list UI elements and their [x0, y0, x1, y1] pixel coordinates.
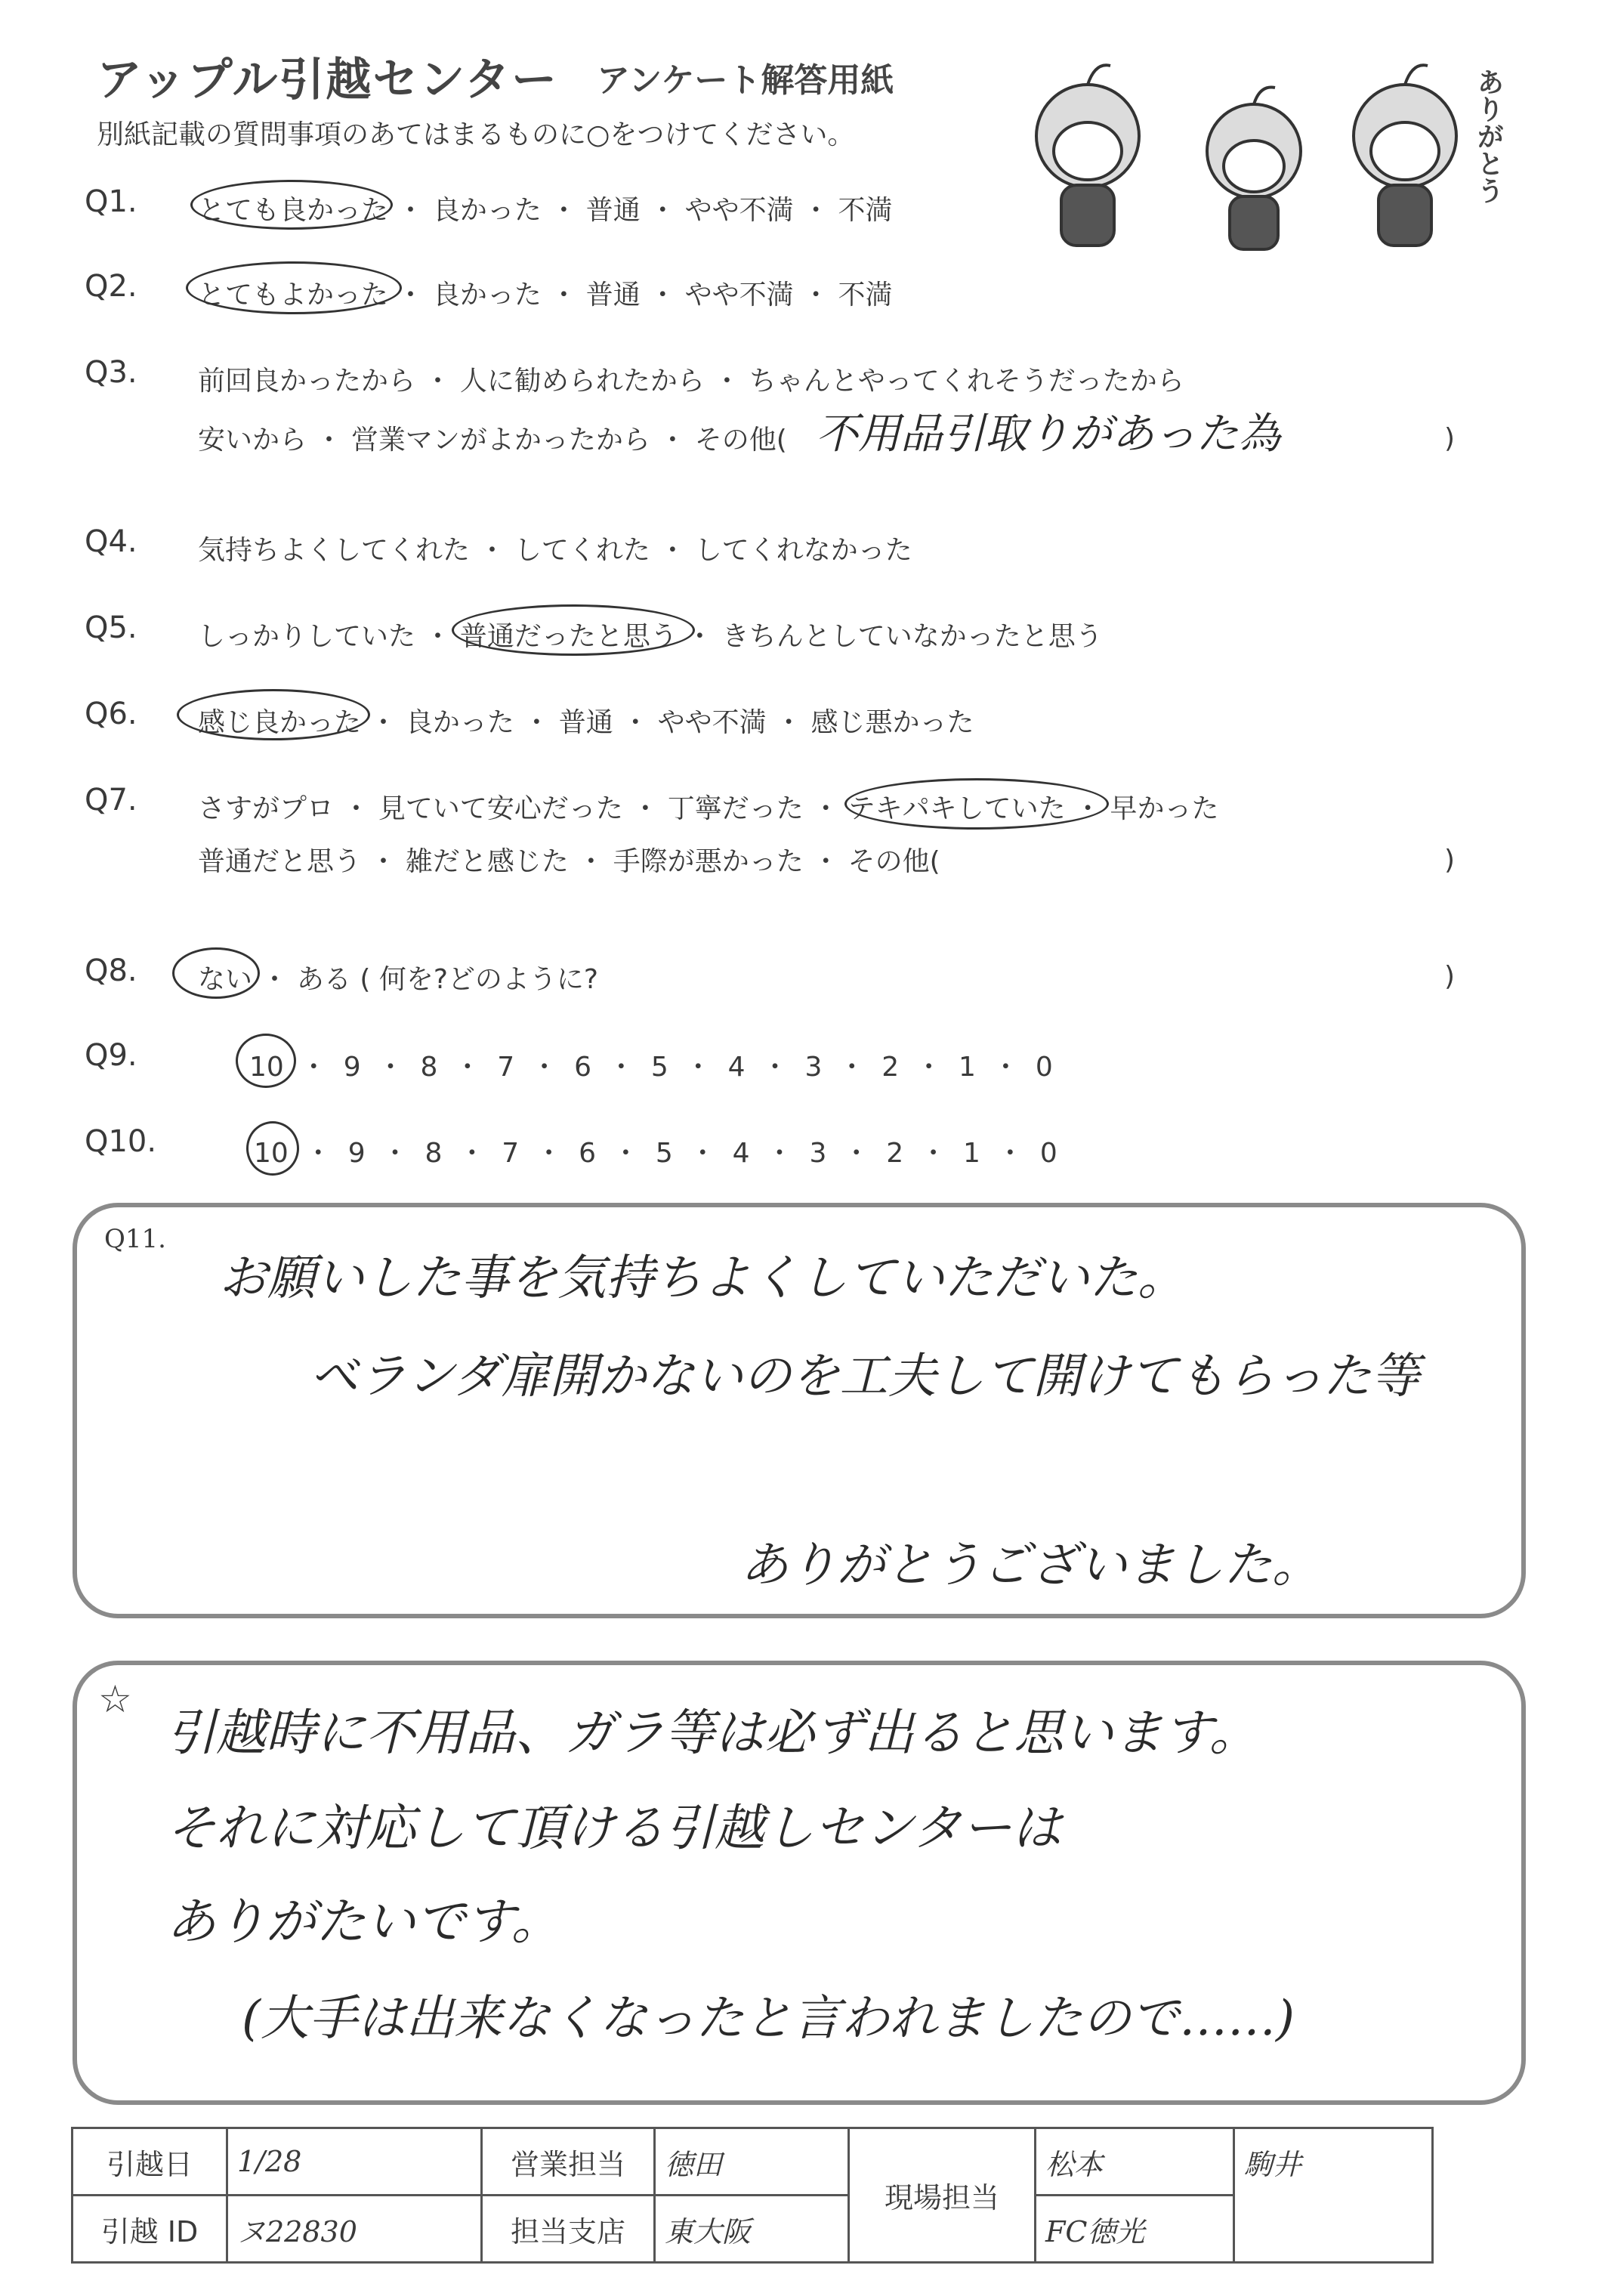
- q11-line-3: ありがとうございました。: [740, 1537, 1320, 1593]
- q3-label: Q3.: [85, 355, 137, 390]
- q8-label: Q8.: [85, 953, 137, 988]
- q2-answer-circle: [186, 261, 402, 314]
- q2-options: とてもよかった ・ 良かった ・ 普通 ・ やや不満 ・ 不満: [198, 280, 893, 311]
- move-date-label: 引越日: [73, 2128, 227, 2196]
- q4-options: 気持ちよくしてくれた ・ してくれた ・ してくれなかった: [198, 535, 912, 566]
- q5-answer-circle: [452, 604, 695, 656]
- star-line-2: それに対応して頂ける引越しセンターは: [166, 1799, 1062, 1857]
- q7-options-line2: 普通だと思う ・ 雑だと感じた ・ 手際が悪かった ・ その他(: [198, 846, 940, 877]
- q7-close-paren: ): [1444, 845, 1456, 876]
- q4-label: Q4.: [85, 524, 137, 559]
- q9-options: 10 ・ 9 ・ 8 ・ 7 ・ 6 ・ 5 ・ 4 ・ 3 ・ 2 ・ 1 ・ 0: [249, 1052, 1053, 1083]
- star-line-3: ありがたいです。: [166, 1893, 561, 1951]
- sales-label: 営業担当: [482, 2128, 655, 2196]
- q6-answer-circle: [177, 689, 370, 740]
- star-icon: ☆: [98, 1677, 132, 1721]
- q8-answer-circle: [172, 947, 260, 999]
- q2-label: Q2.: [85, 269, 137, 304]
- q8-close-paren: ): [1444, 961, 1456, 992]
- move-id-label: 引越 ID: [73, 2196, 227, 2263]
- branch-value: 東大阪: [655, 2196, 849, 2263]
- company-title: アップル引越センター: [97, 54, 558, 107]
- q10-options: 10 ・ 9 ・ 8 ・ 7 ・ 6 ・ 5 ・ 4 ・ 3 ・ 2 ・ 1 ・ 0: [254, 1138, 1057, 1169]
- site-staff-3: 駒井: [1234, 2128, 1433, 2263]
- q11-line-1: お願いした事を気持ちよくしていただいた。: [219, 1250, 1186, 1306]
- q3-handwritten-other: 不用品引取りがあった為: [816, 409, 1281, 459]
- q3-options-line1: 前回良かったから ・ 人に勧められたから ・ ちゃんとやってくれそうだったから: [198, 366, 1184, 397]
- move-id-value: ヌ22830: [227, 2196, 482, 2263]
- q7-options-line1: さすがプロ ・ 見ていて安心だった ・ 丁寧だった ・ テキパキしていた ・ 早かった: [198, 793, 1219, 824]
- q10-label: Q10.: [85, 1124, 157, 1159]
- site-staff-2: FC徳光: [1036, 2196, 1234, 2263]
- star-line-4: (大手は出来なくなったと言われましたので……): [242, 1991, 1295, 2047]
- star-line-1: 引越時に不用品、ガラ等は必ず出ると思います。: [166, 1704, 1259, 1762]
- q3-options-line2: 安いから ・ 営業マンがよかったから ・ その他(: [198, 425, 787, 456]
- sales-value: 徳田: [655, 2128, 849, 2196]
- instruction-text: 別紙記載の質問事項のあてはまるものに○をつけてください。: [97, 119, 855, 150]
- q9-answer-circle: [236, 1034, 296, 1088]
- thanks-vertical-text: ありがとう: [1473, 68, 1504, 204]
- q11-line-2: ベランダ扉開かないのを工夫して開けてもらった等: [310, 1349, 1420, 1405]
- form-subtitle: アンケート解答用紙: [597, 61, 894, 100]
- q10-answer-circle: [246, 1121, 299, 1176]
- q5-options: しっかりしていた ・ 普通だったと思う ・ きちんとしていなかったと思う: [198, 621, 1103, 652]
- q8-options: ない ・ ある ( 何を?どのように?: [198, 964, 599, 995]
- q7-label: Q7.: [85, 783, 137, 817]
- move-date-value: 1/28: [227, 2128, 482, 2196]
- site-staff-1: 松本: [1036, 2128, 1234, 2196]
- q11-label: Q11.: [104, 1224, 166, 1254]
- branch-label: 担当支店: [482, 2196, 655, 2263]
- footer-info-table: [71, 2127, 1434, 2264]
- q6-label: Q6.: [85, 697, 137, 731]
- monkey-mascots-illustration: [997, 53, 1541, 257]
- q3-close-paren: ): [1444, 423, 1456, 454]
- q1-answer-circle: [190, 180, 393, 230]
- site-label: 現場担当: [849, 2128, 1036, 2263]
- q1-label: Q1.: [85, 184, 137, 219]
- q9-label: Q9.: [85, 1038, 137, 1073]
- q6-options: 感じ良かった ・ 良かった ・ 普通 ・ やや不満 ・ 感じ悪かった: [198, 707, 974, 738]
- q7-answer-circle: [844, 778, 1109, 830]
- q1-options: とても良かった ・ 良かった ・ 普通 ・ やや不満 ・ 不満: [198, 195, 893, 226]
- q5-label: Q5.: [85, 610, 137, 645]
